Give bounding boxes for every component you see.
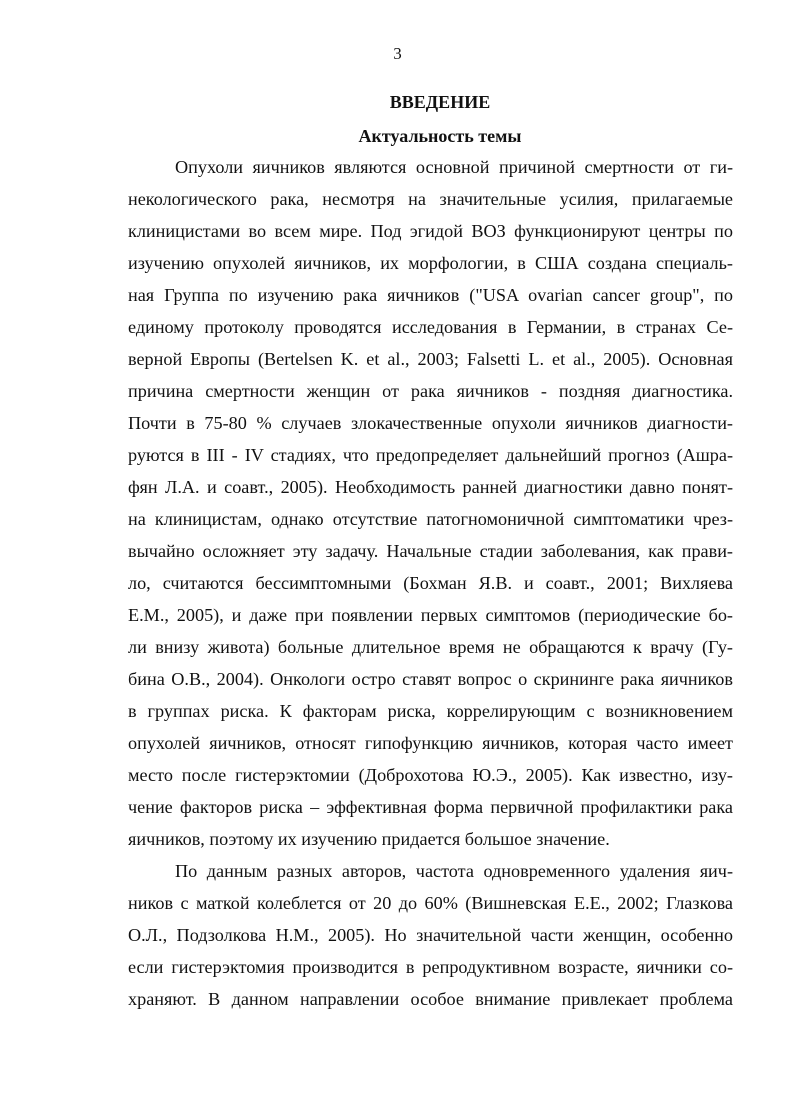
paragraph-2-line: если гистерэктомия производится в репродуктивном возрасте, яичники со- xyxy=(128,957,733,977)
paragraph-1-line: Опухоли яичников являются основной причиной смертности от ги- xyxy=(175,157,733,177)
section-subtitle: Актуальность темы xyxy=(358,126,522,146)
paragraph-1-line: в группах риска. К факторам риска, коррелирующим с возникновением xyxy=(128,701,733,721)
paragraph-2-line: О.Л., Подзолкова Н.М., 2005). Но значительной части женщин, особенно xyxy=(128,925,733,945)
paragraph-1-line: Е.М., 2005), и даже при появлении первых симптомов (периодические бо- xyxy=(128,605,733,625)
paragraph-1-line: некологического рака, несмотря на значительные усилия, прилагаемые xyxy=(128,189,733,209)
paragraph-1-line: место после гистерэктомии (Доброхотова Ю.Э., 2005). Как известно, изу- xyxy=(128,765,733,785)
paragraph-1-line: Почти в 75-80 % случаев злокачественные опухоли яичников диагности- xyxy=(128,413,733,433)
paragraph-1-line: ная Группа по изучению рака яичников ("USA ovarian cancer group", по xyxy=(128,285,733,305)
paragraph-1-line: фян Л.А. и соавт., 2005). Необходимость ранней диагностики давно понят- xyxy=(128,477,733,497)
paragraph-1-line: яичников, поэтому их изучению придается большое значение. xyxy=(128,829,610,849)
paragraph-2-line: По данным разных авторов, частота одновременного удаления яич- xyxy=(175,861,733,881)
paragraph-1-line: изучению опухолей яичников, их морфологии, в США создана специаль- xyxy=(128,253,733,273)
paragraph-1-line: вычайно осложняет эту задачу. Начальные стадии заболевания, как прави- xyxy=(128,541,733,561)
paragraph-1-line: руются в III - IV стадиях, что предопределяет дальнейший прогноз (Ашра- xyxy=(128,445,733,465)
paragraph-1-line: единому протоколу проводятся исследования в Германии, в странах Се- xyxy=(128,317,733,337)
paragraph-1-line: на клиницистам, однако отсутствие патогномоничной симптоматики чрез- xyxy=(128,509,733,529)
paragraph-2-line: храняют. В данном направлении особое внимание привлекает проблема xyxy=(128,989,733,1009)
paragraph-1-line: причина смертности женщин от рака яичников - поздняя диагностика. xyxy=(128,381,733,401)
paragraph-2-line: ников с маткой колеблется от 20 до 60% (Вишневская Е.Е., 2002; Глазкова xyxy=(128,893,733,913)
paragraph-1-line: опухолей яичников, относят гипофункцию яичников, которая часто имеет xyxy=(128,733,733,753)
paragraph-1-line: бина О.В., 2004). Онкологи остро ставят вопрос о скрининге рака яичников xyxy=(128,669,733,689)
section-title: ВВЕДЕНИЕ xyxy=(389,92,491,112)
paragraph-1-line: ли внизу живота) больные длительное время не обращаются к врачу (Гу- xyxy=(128,637,733,657)
paragraph-1-line: ло, считаются бессимптомными (Бохман Я.В. и соавт., 2001; Вихляева xyxy=(128,573,733,593)
page-number: 3 xyxy=(393,44,402,63)
paragraph-1-line: клиницистами во всем мире. Под эгидой ВОЗ функционируют центры по xyxy=(128,221,733,241)
paragraph-1-line: верной Европы (Bertelsen K. et al., 2003; Falsetti L. et al., 2005). Основная xyxy=(128,349,733,369)
paragraph-1-line: чение факторов риска – эффективная форма первичной профилактики рака xyxy=(128,797,733,817)
